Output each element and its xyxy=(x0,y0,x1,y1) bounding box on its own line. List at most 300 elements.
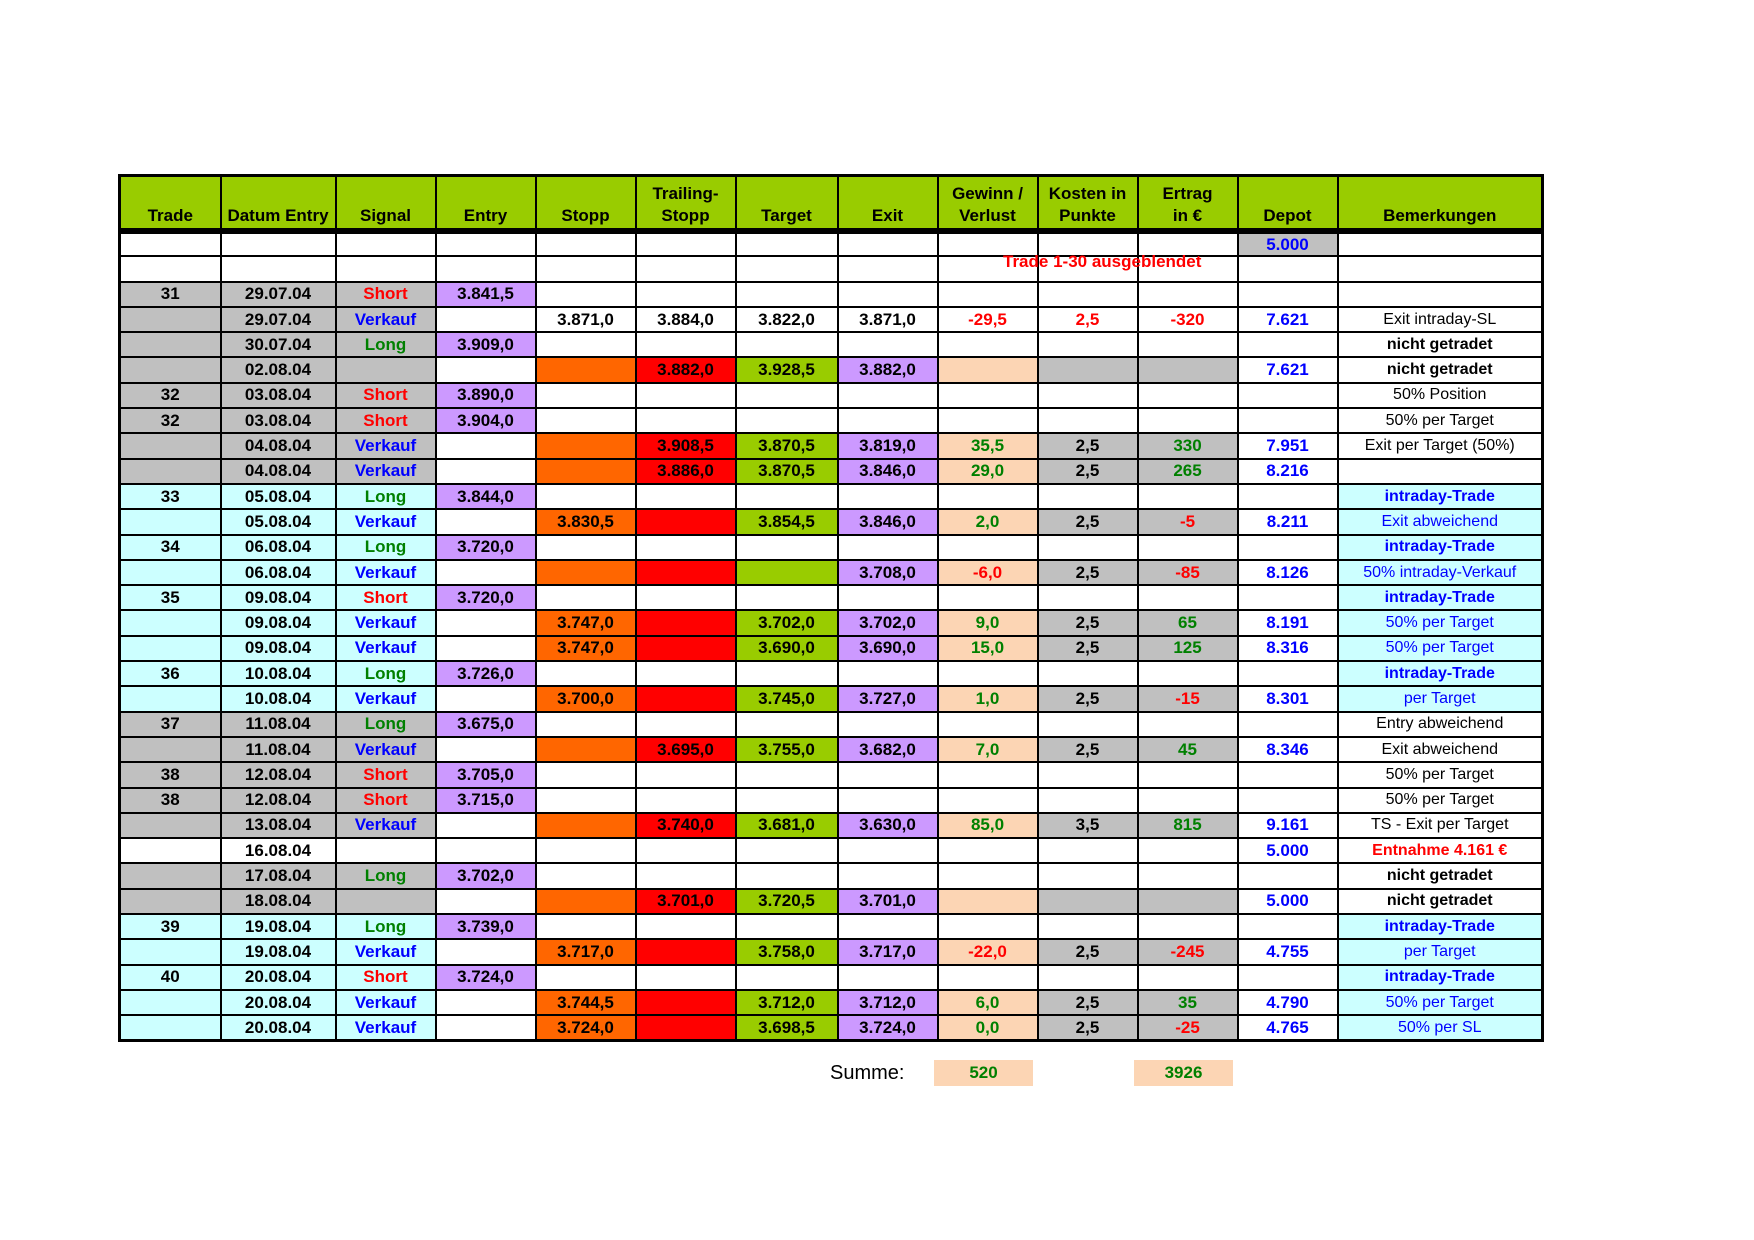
cell-signal: Verkauf xyxy=(336,939,436,964)
cell-entry: 3.720,0 xyxy=(436,535,536,560)
cell-stopp: 3.724,0 xyxy=(536,1015,636,1040)
cell-gewinn-verlust xyxy=(938,965,1038,990)
cell-trade xyxy=(120,990,221,1015)
cell-trade: 38 xyxy=(120,762,221,787)
cell-target: 3.870,5 xyxy=(736,459,838,484)
cell-ertrag: 125 xyxy=(1138,636,1238,661)
cell-trade xyxy=(120,863,221,888)
cell-signal xyxy=(336,889,436,914)
cell-entry xyxy=(436,307,536,332)
cell-gewinn-verlust xyxy=(938,282,1038,307)
table-row xyxy=(120,357,1543,382)
cell-exit: 3.690,0 xyxy=(838,636,938,661)
cell-trade xyxy=(120,889,221,914)
cell-ertrag xyxy=(1138,585,1238,610)
cell-stopp xyxy=(536,256,636,281)
cell-datum-entry: 10.08.04 xyxy=(221,686,336,711)
cell-bemerkungen xyxy=(1338,231,1543,256)
cell-ertrag xyxy=(1138,788,1238,813)
table-row xyxy=(120,1015,1543,1040)
table-row xyxy=(120,282,1543,307)
header-exit: Exit xyxy=(838,176,938,232)
cell-stopp xyxy=(536,585,636,610)
cell-entry xyxy=(436,813,536,838)
cell-trailing-stopp xyxy=(636,256,736,281)
cell-datum-entry: 19.08.04 xyxy=(221,914,336,939)
cell-kosten: 2,5 xyxy=(1038,433,1138,458)
cell-gewinn-verlust: 2,0 xyxy=(938,509,1038,534)
cell-trade xyxy=(120,357,221,382)
table-row xyxy=(120,737,1543,762)
cell-signal: Verkauf xyxy=(336,433,436,458)
cell-exit: 3.630,0 xyxy=(838,813,938,838)
cell-target xyxy=(736,282,838,307)
cell-kosten: 2,5 xyxy=(1038,610,1138,635)
cell-bemerkungen: 50% Position xyxy=(1338,383,1543,408)
cell-trade xyxy=(120,560,221,585)
cell-trade xyxy=(120,509,221,534)
cell-entry xyxy=(436,990,536,1015)
cell-bemerkungen: 50% per Target xyxy=(1338,610,1543,635)
cell-ertrag xyxy=(1138,383,1238,408)
cell-kosten xyxy=(1038,914,1138,939)
cell-bemerkungen xyxy=(1338,459,1543,484)
cell-gewinn-verlust: -22,0 xyxy=(938,939,1038,964)
cell-trade xyxy=(120,813,221,838)
cell-bemerkungen: 50% per Target xyxy=(1338,762,1543,787)
cell-kosten xyxy=(1038,838,1138,863)
table-row xyxy=(120,332,1543,357)
cell-kosten xyxy=(1038,788,1138,813)
cell-target: 3.720,5 xyxy=(736,889,838,914)
cell-gewinn-verlust: 15,0 xyxy=(938,636,1038,661)
cell-bemerkungen: per Target xyxy=(1338,686,1543,711)
cell-bemerkungen: intraday-Trade xyxy=(1338,914,1543,939)
header-datum-entry: Datum Entry xyxy=(221,176,336,232)
cell-depot: 8.211 xyxy=(1238,509,1338,534)
cell-ertrag xyxy=(1138,357,1238,382)
table-row xyxy=(120,610,1543,635)
cell-signal: Verkauf xyxy=(336,686,436,711)
cell-target: 3.755,0 xyxy=(736,737,838,762)
table-row xyxy=(120,788,1543,813)
cell-trailing-stopp xyxy=(636,965,736,990)
cell-trailing-stopp xyxy=(636,484,736,509)
cell-target xyxy=(736,762,838,787)
cell-datum-entry: 05.08.04 xyxy=(221,509,336,534)
cell-trailing-stopp xyxy=(636,636,736,661)
cell-entry xyxy=(436,838,536,863)
header-row xyxy=(120,176,1543,232)
cell-gewinn-verlust xyxy=(938,889,1038,914)
cell-exit xyxy=(838,838,938,863)
header-ertrag: Ertrag in € xyxy=(1138,176,1238,232)
cell-trade xyxy=(120,610,221,635)
cell-exit xyxy=(838,788,938,813)
cell-bemerkungen: 50% per Target xyxy=(1338,990,1543,1015)
cell-bemerkungen: 50% per SL xyxy=(1338,1015,1543,1040)
cell-trade xyxy=(120,256,221,281)
cell-exit xyxy=(838,585,938,610)
cell-signal: Long xyxy=(336,863,436,888)
cell-trade xyxy=(120,939,221,964)
cell-trade: 31 xyxy=(120,282,221,307)
cell-target: 3.854,5 xyxy=(736,509,838,534)
cell-datum-entry: 03.08.04 xyxy=(221,383,336,408)
cell-entry: 3.890,0 xyxy=(436,383,536,408)
header-entry: Entry xyxy=(436,176,536,232)
table-row xyxy=(120,661,1543,686)
cell-stopp xyxy=(536,914,636,939)
cell-datum-entry: 11.08.04 xyxy=(221,737,336,762)
cell-ertrag xyxy=(1138,408,1238,433)
table-row xyxy=(120,813,1543,838)
cell-kosten: 2,5 xyxy=(1038,459,1138,484)
cell-stopp: 3.700,0 xyxy=(536,686,636,711)
cell-stopp xyxy=(536,661,636,686)
cell-exit: 3.708,0 xyxy=(838,560,938,585)
cell-ertrag: 330 xyxy=(1138,433,1238,458)
cell-signal: Verkauf xyxy=(336,509,436,534)
cell-target: 3.870,5 xyxy=(736,433,838,458)
cell-exit xyxy=(838,712,938,737)
cell-trailing-stopp xyxy=(636,610,736,635)
cell-depot xyxy=(1238,282,1338,307)
cell-trade xyxy=(120,737,221,762)
cell-exit: 3.819,0 xyxy=(838,433,938,458)
cell-bemerkungen: Exit intraday-SL xyxy=(1338,307,1543,332)
cell-entry xyxy=(436,636,536,661)
cell-trade: 33 xyxy=(120,484,221,509)
cell-trailing-stopp xyxy=(636,762,736,787)
cell-datum-entry: 16.08.04 xyxy=(221,838,336,863)
cell-bemerkungen xyxy=(1338,282,1543,307)
cell-gewinn-verlust: 6,0 xyxy=(938,990,1038,1015)
cell-entry xyxy=(436,459,536,484)
cell-kosten xyxy=(1038,762,1138,787)
cell-trailing-stopp xyxy=(636,408,736,433)
cell-kosten: 2,5 xyxy=(1038,560,1138,585)
cell-datum-entry: 20.08.04 xyxy=(221,990,336,1015)
cell-exit xyxy=(838,231,938,256)
cell-kosten: 2,5 xyxy=(1038,737,1138,762)
cell-gewinn-verlust: 29,0 xyxy=(938,459,1038,484)
cell-target xyxy=(736,484,838,509)
cell-exit: 3.702,0 xyxy=(838,610,938,635)
cell-entry xyxy=(436,610,536,635)
cell-gewinn-verlust: 0,0 xyxy=(938,1015,1038,1040)
cell-exit: 3.727,0 xyxy=(838,686,938,711)
cell-target: 3.681,0 xyxy=(736,813,838,838)
cell-stopp xyxy=(536,459,636,484)
cell-target xyxy=(736,788,838,813)
cell-stopp xyxy=(536,484,636,509)
cell-ertrag: 265 xyxy=(1138,459,1238,484)
cell-target xyxy=(736,965,838,990)
cell-exit: 3.871,0 xyxy=(838,307,938,332)
cell-entry xyxy=(436,737,536,762)
cell-trailing-stopp xyxy=(636,585,736,610)
cell-stopp xyxy=(536,408,636,433)
cell-stopp xyxy=(536,231,636,256)
cell-signal xyxy=(336,231,436,256)
table-row xyxy=(120,560,1543,585)
cell-depot: 4.790 xyxy=(1238,990,1338,1015)
cell-kosten: 2,5 xyxy=(1038,509,1138,534)
cell-datum-entry: 20.08.04 xyxy=(221,965,336,990)
cell-depot: 5.000 xyxy=(1238,889,1338,914)
cell-exit xyxy=(838,965,938,990)
cell-target xyxy=(736,914,838,939)
cell-signal: Short xyxy=(336,408,436,433)
cell-stopp xyxy=(536,712,636,737)
cell-entry: 3.739,0 xyxy=(436,914,536,939)
cell-depot xyxy=(1238,585,1338,610)
cell-ertrag xyxy=(1138,965,1238,990)
cell-target xyxy=(736,560,838,585)
cell-exit xyxy=(838,256,938,281)
cell-ertrag xyxy=(1138,661,1238,686)
cell-entry xyxy=(436,231,536,256)
cell-depot: 5.000 xyxy=(1238,231,1338,256)
cell-depot xyxy=(1238,332,1338,357)
cell-kosten xyxy=(1038,863,1138,888)
cell-gewinn-verlust xyxy=(938,712,1038,737)
summary-ertrag: 3926 xyxy=(1134,1060,1233,1086)
cell-exit: 3.724,0 xyxy=(838,1015,938,1040)
cell-ertrag xyxy=(1138,889,1238,914)
cell-target xyxy=(736,863,838,888)
cell-trailing-stopp xyxy=(636,939,736,964)
cell-gewinn-verlust xyxy=(938,914,1038,939)
cell-ertrag xyxy=(1138,282,1238,307)
cell-trade xyxy=(120,307,221,332)
cell-signal: Verkauf xyxy=(336,560,436,585)
cell-signal: Short xyxy=(336,282,436,307)
cell-signal xyxy=(336,838,436,863)
cell-depot: 7.621 xyxy=(1238,307,1338,332)
cell-depot xyxy=(1238,408,1338,433)
cell-datum-entry: 29.07.04 xyxy=(221,282,336,307)
cell-exit: 3.882,0 xyxy=(838,357,938,382)
cell-entry: 3.841,5 xyxy=(436,282,536,307)
cell-bemerkungen: intraday-Trade xyxy=(1338,661,1543,686)
table-row xyxy=(120,307,1543,332)
cell-exit xyxy=(838,332,938,357)
cell-bemerkungen: nicht getradet xyxy=(1338,332,1543,357)
cell-datum-entry: 06.08.04 xyxy=(221,535,336,560)
table-row xyxy=(120,686,1543,711)
cell-signal: Verkauf xyxy=(336,737,436,762)
cell-depot xyxy=(1238,484,1338,509)
cell-stopp xyxy=(536,357,636,382)
cell-trailing-stopp: 3.884,0 xyxy=(636,307,736,332)
cell-kosten xyxy=(1038,965,1138,990)
cell-kosten xyxy=(1038,357,1138,382)
cell-bemerkungen: TS - Exit per Target xyxy=(1338,813,1543,838)
table-row xyxy=(120,535,1543,560)
cell-target xyxy=(736,383,838,408)
cell-entry: 3.715,0 xyxy=(436,788,536,813)
cell-exit xyxy=(838,914,938,939)
cell-gewinn-verlust xyxy=(938,863,1038,888)
cell-target xyxy=(736,712,838,737)
cell-kosten xyxy=(1038,889,1138,914)
table-row xyxy=(120,889,1543,914)
header-gewinn-verlust: Gewinn / Verlust xyxy=(938,176,1038,232)
cell-depot xyxy=(1238,762,1338,787)
summary-gewinn: 520 xyxy=(934,1060,1033,1086)
cell-depot: 7.951 xyxy=(1238,433,1338,458)
cell-depot: 8.191 xyxy=(1238,610,1338,635)
cell-ertrag: 65 xyxy=(1138,610,1238,635)
cell-trailing-stopp xyxy=(636,838,736,863)
cell-entry xyxy=(436,256,536,281)
cell-target: 3.690,0 xyxy=(736,636,838,661)
cell-trailing-stopp xyxy=(636,661,736,686)
cell-bemerkungen: Entnahme 4.161 € xyxy=(1338,838,1543,863)
table-row xyxy=(120,863,1543,888)
cell-trade: 32 xyxy=(120,408,221,433)
cell-trailing-stopp xyxy=(636,560,736,585)
cell-datum-entry: 13.08.04 xyxy=(221,813,336,838)
cell-gewinn-verlust: 9,0 xyxy=(938,610,1038,635)
cell-trade: 37 xyxy=(120,712,221,737)
cell-trailing-stopp xyxy=(636,535,736,560)
hidden-trades-note: Trade 1-30 ausgeblendet xyxy=(1003,252,1202,271)
cell-datum-entry: 04.08.04 xyxy=(221,433,336,458)
cell-stopp xyxy=(536,560,636,585)
cell-target: 3.928,5 xyxy=(736,357,838,382)
cell-datum-entry: 17.08.04 xyxy=(221,863,336,888)
cell-depot xyxy=(1238,965,1338,990)
table-row xyxy=(120,990,1543,1015)
cell-kosten xyxy=(1038,712,1138,737)
cell-gewinn-verlust xyxy=(938,332,1038,357)
cell-datum-entry: 20.08.04 xyxy=(221,1015,336,1040)
cell-depot xyxy=(1238,535,1338,560)
table-row xyxy=(120,585,1543,610)
cell-kosten xyxy=(1038,585,1138,610)
cell-kosten: 2,5 xyxy=(1038,307,1138,332)
cell-datum-entry: 05.08.04 xyxy=(221,484,336,509)
cell-stopp xyxy=(536,282,636,307)
header-kosten: Kosten in Punkte xyxy=(1038,176,1138,232)
cell-stopp: 3.871,0 xyxy=(536,307,636,332)
cell-datum-entry xyxy=(221,231,336,256)
cell-kosten xyxy=(1038,535,1138,560)
cell-datum-entry: 11.08.04 xyxy=(221,712,336,737)
cell-gewinn-verlust: 1,0 xyxy=(938,686,1038,711)
cell-kosten: 2,5 xyxy=(1038,990,1138,1015)
cell-datum-entry: 18.08.04 xyxy=(221,889,336,914)
cell-ertrag xyxy=(1138,914,1238,939)
cell-target xyxy=(736,535,838,560)
cell-bemerkungen: intraday-Trade xyxy=(1338,585,1543,610)
cell-bemerkungen: 50% per Target xyxy=(1338,408,1543,433)
cell-kosten: 3,5 xyxy=(1038,813,1138,838)
cell-ertrag xyxy=(1138,484,1238,509)
cell-trailing-stopp: 3.740,0 xyxy=(636,813,736,838)
cell-trailing-stopp xyxy=(636,509,736,534)
cell-trade xyxy=(120,332,221,357)
cell-entry xyxy=(436,686,536,711)
cell-trailing-stopp: 3.701,0 xyxy=(636,889,736,914)
cell-trade xyxy=(120,231,221,256)
cell-exit xyxy=(838,535,938,560)
cell-signal xyxy=(336,256,436,281)
cell-depot: 4.755 xyxy=(1238,939,1338,964)
cell-datum-entry: 12.08.04 xyxy=(221,788,336,813)
cell-signal: Verkauf xyxy=(336,610,436,635)
cell-exit xyxy=(838,863,938,888)
cell-signal: Verkauf xyxy=(336,636,436,661)
cell-ertrag: -25 xyxy=(1138,1015,1238,1040)
table-row xyxy=(120,636,1543,661)
cell-depot: 8.301 xyxy=(1238,686,1338,711)
cell-depot xyxy=(1238,661,1338,686)
cell-target: 3.822,0 xyxy=(736,307,838,332)
cell-datum-entry: 03.08.04 xyxy=(221,408,336,433)
cell-gewinn-verlust xyxy=(938,762,1038,787)
cell-trailing-stopp: 3.908,5 xyxy=(636,433,736,458)
cell-exit: 3.682,0 xyxy=(838,737,938,762)
cell-depot xyxy=(1238,712,1338,737)
table-row xyxy=(120,484,1543,509)
cell-ertrag: -245 xyxy=(1138,939,1238,964)
cell-datum-entry: 09.08.04 xyxy=(221,610,336,635)
cell-exit xyxy=(838,661,938,686)
cell-signal: Long xyxy=(336,914,436,939)
cell-entry xyxy=(436,357,536,382)
cell-bemerkungen: 50% per Target xyxy=(1338,636,1543,661)
cell-entry: 3.724,0 xyxy=(436,965,536,990)
cell-depot xyxy=(1238,383,1338,408)
cell-trailing-stopp xyxy=(636,231,736,256)
cell-gewinn-verlust xyxy=(938,788,1038,813)
cell-depot: 8.126 xyxy=(1238,560,1338,585)
cell-datum-entry: 04.08.04 xyxy=(221,459,336,484)
cell-gewinn-verlust xyxy=(938,357,1038,382)
table-row xyxy=(120,762,1543,787)
cell-trailing-stopp xyxy=(636,990,736,1015)
cell-target xyxy=(736,661,838,686)
cell-entry: 3.705,0 xyxy=(436,762,536,787)
cell-bemerkungen: Entry abweichend xyxy=(1338,712,1543,737)
cell-entry xyxy=(436,560,536,585)
cell-trailing-stopp xyxy=(636,863,736,888)
header-trailing-stopp: Trailing- Stopp xyxy=(636,176,736,232)
cell-trade: 40 xyxy=(120,965,221,990)
cell-datum-entry xyxy=(221,256,336,281)
table-row xyxy=(120,256,1543,281)
cell-entry: 3.844,0 xyxy=(436,484,536,509)
cell-exit: 3.712,0 xyxy=(838,990,938,1015)
cell-entry: 3.720,0 xyxy=(436,585,536,610)
cell-entry: 3.702,0 xyxy=(436,863,536,888)
cell-ertrag xyxy=(1138,863,1238,888)
cell-trade: 35 xyxy=(120,585,221,610)
cell-exit xyxy=(838,762,938,787)
cell-datum-entry: 06.08.04 xyxy=(221,560,336,585)
cell-bemerkungen: per Target xyxy=(1338,939,1543,964)
cell-target xyxy=(736,332,838,357)
cell-stopp: 3.717,0 xyxy=(536,939,636,964)
cell-ertrag: 35 xyxy=(1138,990,1238,1015)
summary-label: Summe: xyxy=(830,1062,905,1084)
cell-gewinn-verlust xyxy=(938,585,1038,610)
cell-gewinn-verlust xyxy=(938,838,1038,863)
